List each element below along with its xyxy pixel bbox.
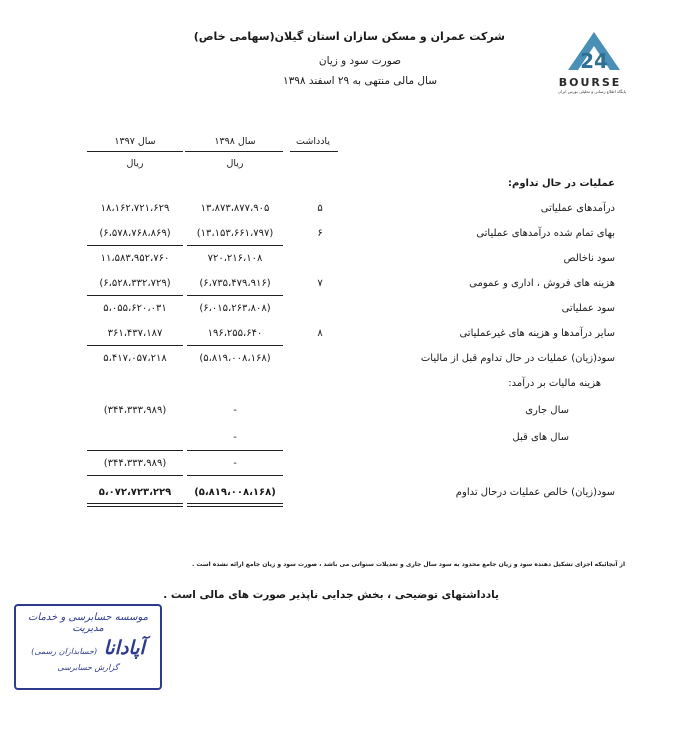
row-tax-total-1397: (۳۴۴،۳۳۳،۹۸۹)	[103, 458, 167, 469]
row-net-label: سود(زیان) خالص عملیات درحال تداوم	[455, 487, 615, 498]
logo-tagline: پایگاه اطلاع رسانی و تحلیلی بورس ایران	[558, 89, 626, 94]
row-revenue-1397: ۱۸،۱۶۲،۷۲۱،۶۲۹	[100, 203, 170, 214]
total-double-rule	[187, 503, 283, 504]
subtotal-rule	[187, 245, 283, 246]
row-cost-note: ۶	[317, 228, 323, 239]
row-gross-1398: ۷۲۰،۲۱۶،۱۰۸	[207, 253, 263, 264]
row-other-label: سایر درآمدها و هزینه های غیرعملیاتی	[459, 328, 615, 339]
year-1397-header: سال ۱۳۹۷	[114, 136, 156, 147]
row-net-1397: ۵،۰۷۲،۷۲۳،۲۲۹	[98, 487, 172, 498]
company-name: شرکت عمران و مسکن سازان استان گیلان(سهامی خاص)	[193, 30, 505, 43]
subtotal-rule	[87, 475, 183, 476]
subtotal-rule	[87, 245, 183, 246]
total-double-rule	[187, 506, 283, 507]
row-revenue-1398: ۱۳،۸۷۳،۸۷۷،۹۰۵	[200, 203, 270, 214]
total-double-rule	[87, 506, 183, 507]
notes-statement: یادداشتهای توضیحی ، بخش جدایی ناپذیر صورت های مالی است .	[163, 589, 499, 601]
subtotal-rule	[187, 345, 283, 346]
row-admin-note: ۷	[317, 278, 323, 289]
note-header-rule	[290, 151, 338, 152]
subtotal-rule	[187, 475, 283, 476]
row-tax-current-1398: -	[233, 405, 237, 416]
subtotal-rule	[187, 295, 283, 296]
note-column-header: یادداشت	[296, 136, 330, 147]
year-1398-header: سال ۱۳۹۸	[214, 136, 256, 147]
row-tax-total-1398: -	[233, 458, 237, 469]
row-gross-1397: ۱۱،۵۸۳،۹۵۲،۷۶۰	[100, 253, 170, 264]
year-1398-unit: ریال	[226, 158, 244, 169]
row-admin-label: هزینه های فروش ، اداری و عمومی	[469, 278, 615, 289]
row-other-note: ۸	[317, 328, 323, 339]
row-admin-1397: (۶،۵۲۸،۳۳۲،۷۲۹)	[99, 278, 171, 289]
row-tax-current-label: سال جاری	[525, 405, 569, 416]
year-1397-unit: ریال	[126, 158, 144, 169]
row-operating-label: سود عملیاتی	[561, 303, 615, 314]
row-operating-1398: (۶،۰۱۵،۲۶۳،۸۰۸)	[199, 303, 271, 314]
row-tax-prior-label: سال های قبل	[512, 432, 569, 443]
subtotal-rule	[87, 295, 183, 296]
statement-title: صورت سود و زیان	[318, 55, 402, 67]
row-pretax-1398: (۵،۸۱۹،۰۰۸،۱۶۸)	[199, 353, 271, 364]
stamp-line-3: گزارش حسابرسی	[57, 663, 119, 672]
row-tax-prior-1398: -	[233, 432, 237, 443]
row-gross-label: سود ناخالص	[563, 253, 615, 264]
stamp-firm-sub: (حسابداران رسمی)	[31, 647, 97, 656]
row-operating-1397: ۵،۰۵۵،۶۲۰،۰۳۱	[103, 303, 167, 314]
row-cost-1397: (۶،۵۷۸،۷۶۸،۸۶۹)	[99, 228, 171, 239]
row-admin-1398: (۶،۷۳۵،۴۷۹،۹۱۶)	[199, 278, 271, 289]
footnote: از آنجائیکه اجزای تشکیل دهنده سود و زیان جامع محدود به سود سال جاری و تعدیلات سنواتی می باشد ، صورت سود و زیان جامع ارائه نشده است .	[191, 561, 625, 568]
fiscal-period: سال مالی منتهی به ۲۹ اسفند ۱۳۹۸	[282, 75, 438, 87]
subtotal-rule	[187, 450, 283, 451]
section-title: عملیات در حال تداوم:	[508, 178, 615, 189]
logo-wordmark: BOURSE	[558, 76, 622, 89]
stamp-line-1: موسسه حسابرسی و خدمات مدیریت	[28, 612, 148, 634]
row-tax-current-1397: (۳۴۴،۳۳۳،۹۸۹)	[103, 405, 167, 416]
subtotal-rule	[87, 345, 183, 346]
row-pretax-label: سود(زیان) عملیات در حال تداوم قبل از مالیات	[420, 353, 615, 364]
row-revenue-note: ۵	[317, 203, 323, 214]
stamp-firm-name: آپادانا	[103, 637, 145, 659]
row-net-1398: (۵،۸۱۹،۰۰۸،۱۶۸)	[194, 487, 276, 498]
auditor-stamp	[14, 604, 162, 690]
total-double-rule	[87, 503, 183, 504]
tax-section-title: هزینه مالیات بر درآمد:	[508, 378, 601, 389]
year-1398-header-rule	[185, 151, 283, 152]
year-1397-header-rule	[87, 151, 183, 152]
row-cost-label: بهای تمام شده درآمدهای عملیاتی	[476, 228, 615, 239]
svg-text:24: 24	[580, 49, 608, 73]
row-other-1397: ۳۶۱،۴۳۷،۱۸۷	[107, 328, 163, 339]
row-revenue-label: درآمدهای عملیاتی	[540, 203, 615, 214]
stamp-line-2	[16, 637, 160, 659]
row-pretax-1397: ۵،۴۱۷،۰۵۷،۲۱۸	[103, 353, 167, 364]
row-cost-1398: (۱۳،۱۵۳،۶۶۱،۷۹۷)	[196, 228, 274, 239]
row-other-1398: ۱۹۶،۲۵۵،۶۴۰	[207, 328, 263, 339]
subtotal-rule	[87, 450, 183, 451]
